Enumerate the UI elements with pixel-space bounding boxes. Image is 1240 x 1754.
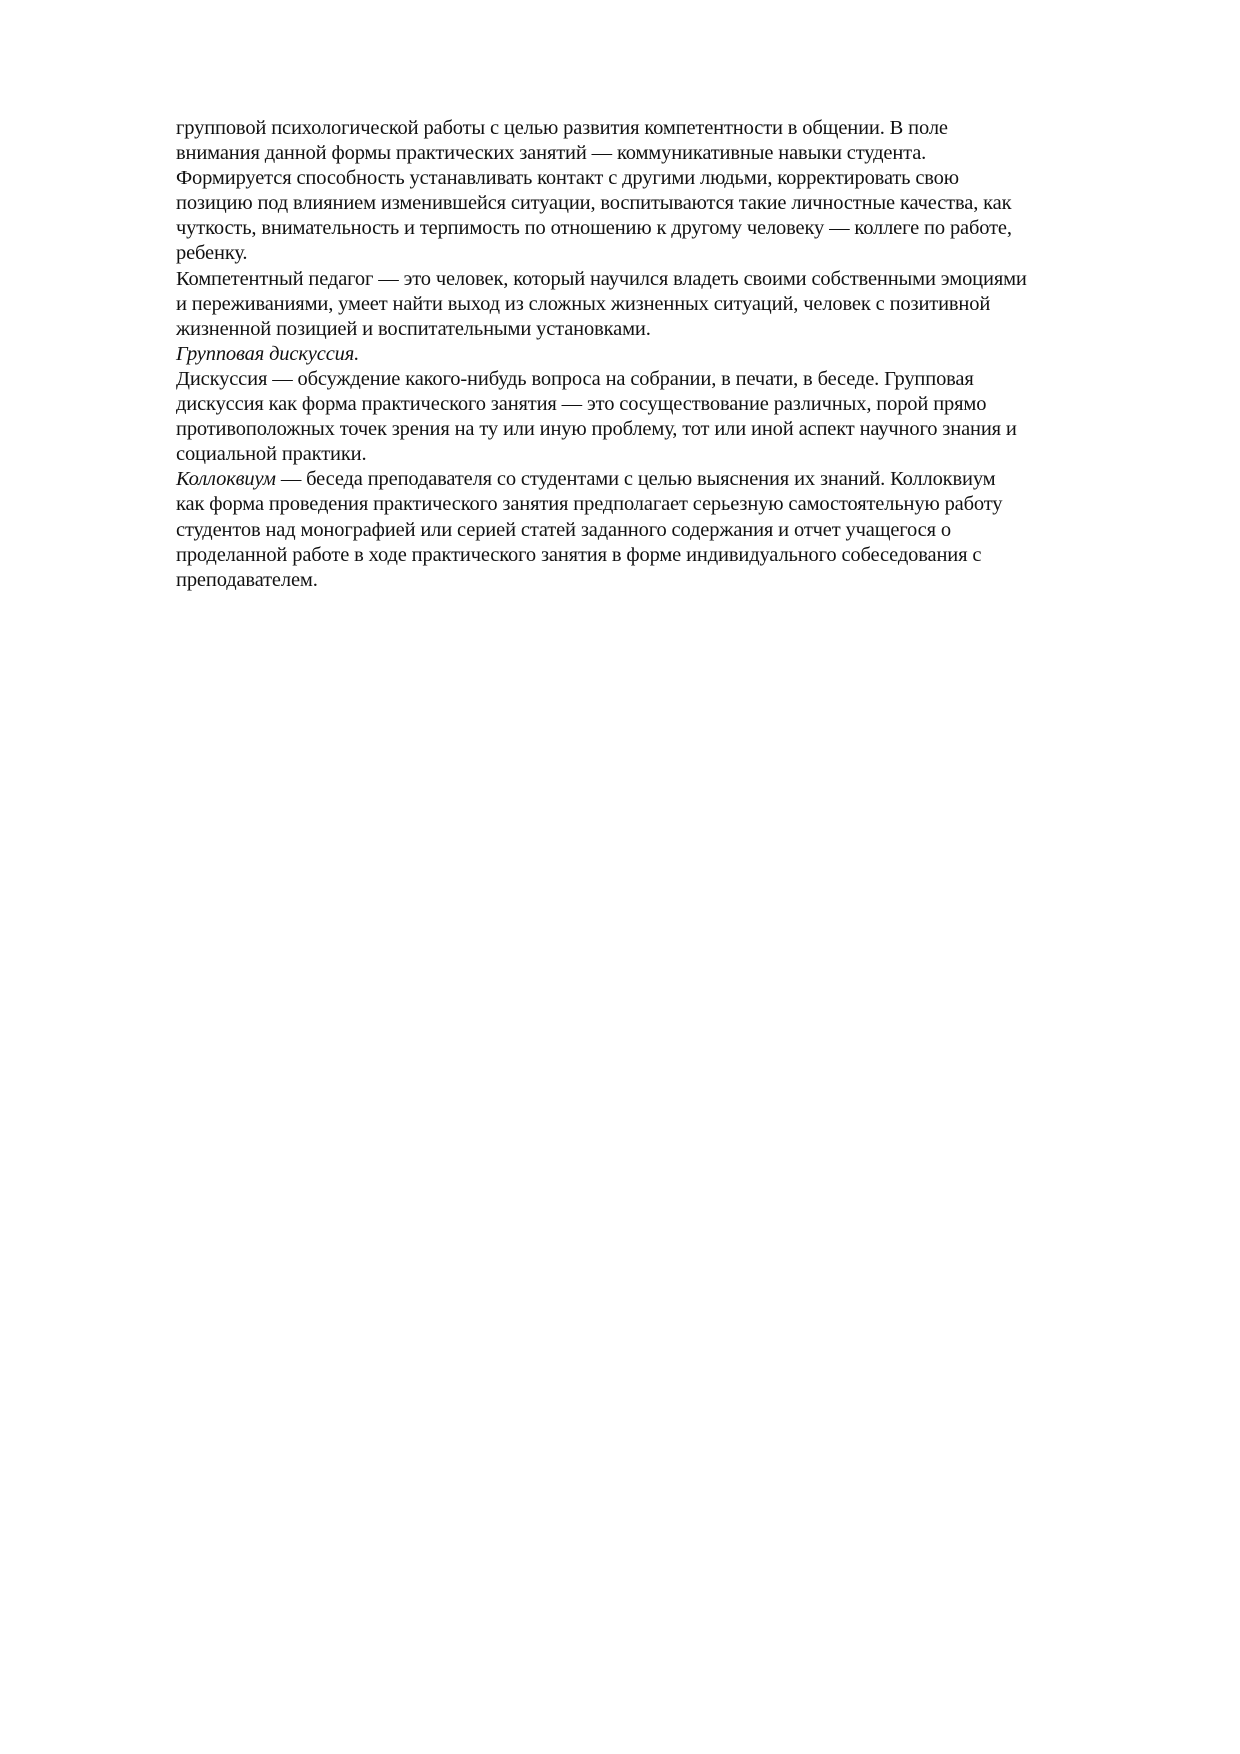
paragraph-competent-teacher bbox=[176, 267, 1176, 342]
section-heading: Групповая дискуссия. bbox=[176, 342, 360, 365]
text-line: преподавателем. bbox=[176, 568, 318, 591]
text-line: Формируется способность устанавливать контакт с другими людьми, корректировать свою bbox=[176, 167, 959, 190]
text-line: чуткость, внимательность и терпимость по отношению к другому человеку — коллеге по работе, bbox=[176, 217, 1012, 240]
text-line bbox=[176, 467, 1176, 492]
text-line: ребенку. bbox=[176, 242, 248, 265]
text-line: проделанной работе в ходе практического занятия в форме индивидуального собеседования с bbox=[176, 543, 982, 566]
text-line: внимания данной формы практических занятий — коммуникативные навыки студента. bbox=[176, 142, 927, 165]
text-line: групповой психологической работы с целью развития компетентности в общении. В поле bbox=[176, 117, 948, 139]
paragraph-communication-training bbox=[176, 116, 1176, 267]
section-heading-group-discussion bbox=[176, 342, 1176, 367]
text-line: и переживаниями, умеет найти выход из сложных жизненных ситуаций, человек с позитивной bbox=[176, 292, 991, 315]
text-line: противоположных точек зрения на ту или иную проблему, тот или иной аспект научного знания и bbox=[176, 418, 1017, 441]
text-line: Компетентный педагог — это человек, который научился владеть своими собственными эмоциями bbox=[176, 267, 1027, 290]
term-colloquium: Коллоквиум bbox=[176, 468, 276, 491]
text-line: жизненной позицией и воспитательными установками. bbox=[176, 317, 651, 340]
paragraph-discussion-definition bbox=[176, 367, 1176, 467]
text-line: дискуссия как форма практического занятия — это сосуществование различных, порой прямо bbox=[176, 393, 987, 416]
text-line: социальной практики. bbox=[176, 443, 367, 466]
document-body bbox=[176, 116, 1176, 593]
term-definition: — беседа преподавателя со студентами с целью выяснения их знаний. Коллоквиум bbox=[275, 468, 996, 491]
paragraph-colloquium bbox=[176, 467, 1176, 592]
text-line: Дискуссия — обсуждение какого-нибудь вопроса на собрании, в печати, в беседе. Групповая bbox=[176, 367, 974, 390]
text-line: позицию под влиянием изменившейся ситуации, воспитываются такие личностные качества, как bbox=[176, 192, 1012, 215]
text-line: как форма проведения практического занятия предполагает серьезную самостоятельную работу bbox=[176, 493, 1003, 516]
text-line: студентов над монографией или серией статей заданного содержания и отчет учащегося о bbox=[176, 518, 951, 541]
